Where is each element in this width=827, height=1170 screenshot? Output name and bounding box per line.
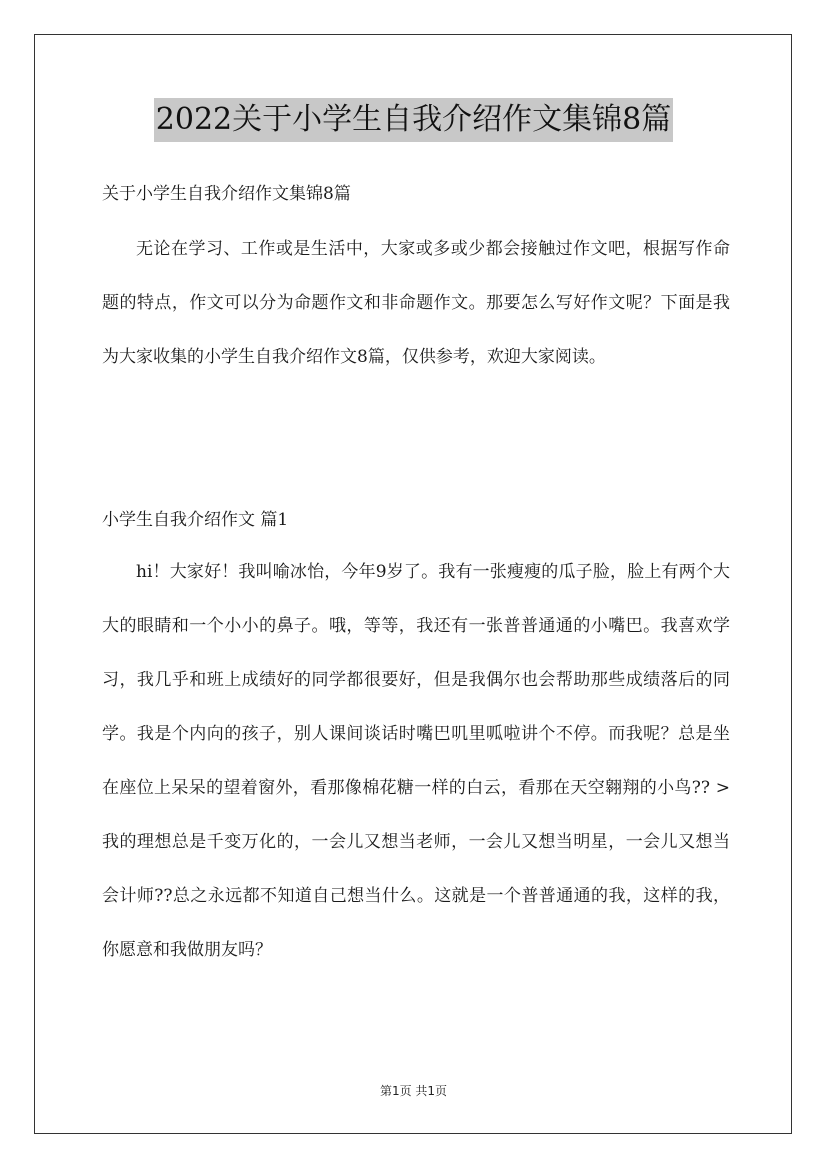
document-title: 2022关于小学生自我介绍作文集锦8篇 [154,98,673,142]
document-subtitle: 关于小学生自我介绍作文集锦8篇 [102,184,351,204]
intro-paragraph: 无论在学习、工作或是生活中，大家或多或少都会接触过作文吧，根据写作命题的特点，作文可以分为命题作文和非命题作文。那要怎么写好作文呢？下面是我为大家收集的小学生自我介绍作文8篇，仅供参考，欢迎大家阅读。 [102,239,730,367]
section-body: hi！大家好！我叫喻冰怡，今年9岁了。我有一张瘦瘦的瓜子脸，脸上有两个大大的眼睛和一个小小的鼻子。哦，等等，我还有一张普普通通的小嘴巴。我喜欢学习，我几乎和班上成绩好的同学都很要好，但是我偶尔也会帮助那些成绩落后的同学。我是个内向的孩子，别人课间谈话时嘴巴叽里呱啦讲个不停。而我呢？总是坐在座位上呆呆的望着窗外，看那像棉花糖一样的白云，看那在天空翱翔的小鸟?? >我的理想总是千变万化的，一会儿又想当老师，一会儿又想当明星，一会儿又想当会计师??总之永远都不知道自己想当什么。这就是一个普普通通的我，这样的我，你愿意和我做朋友吗？ [102,562,730,960]
section-heading: 小学生自我介绍作文 篇1 [102,510,289,530]
page-footer: 第1页 共1页 [379,1084,448,1098]
title-container [0,98,827,142]
